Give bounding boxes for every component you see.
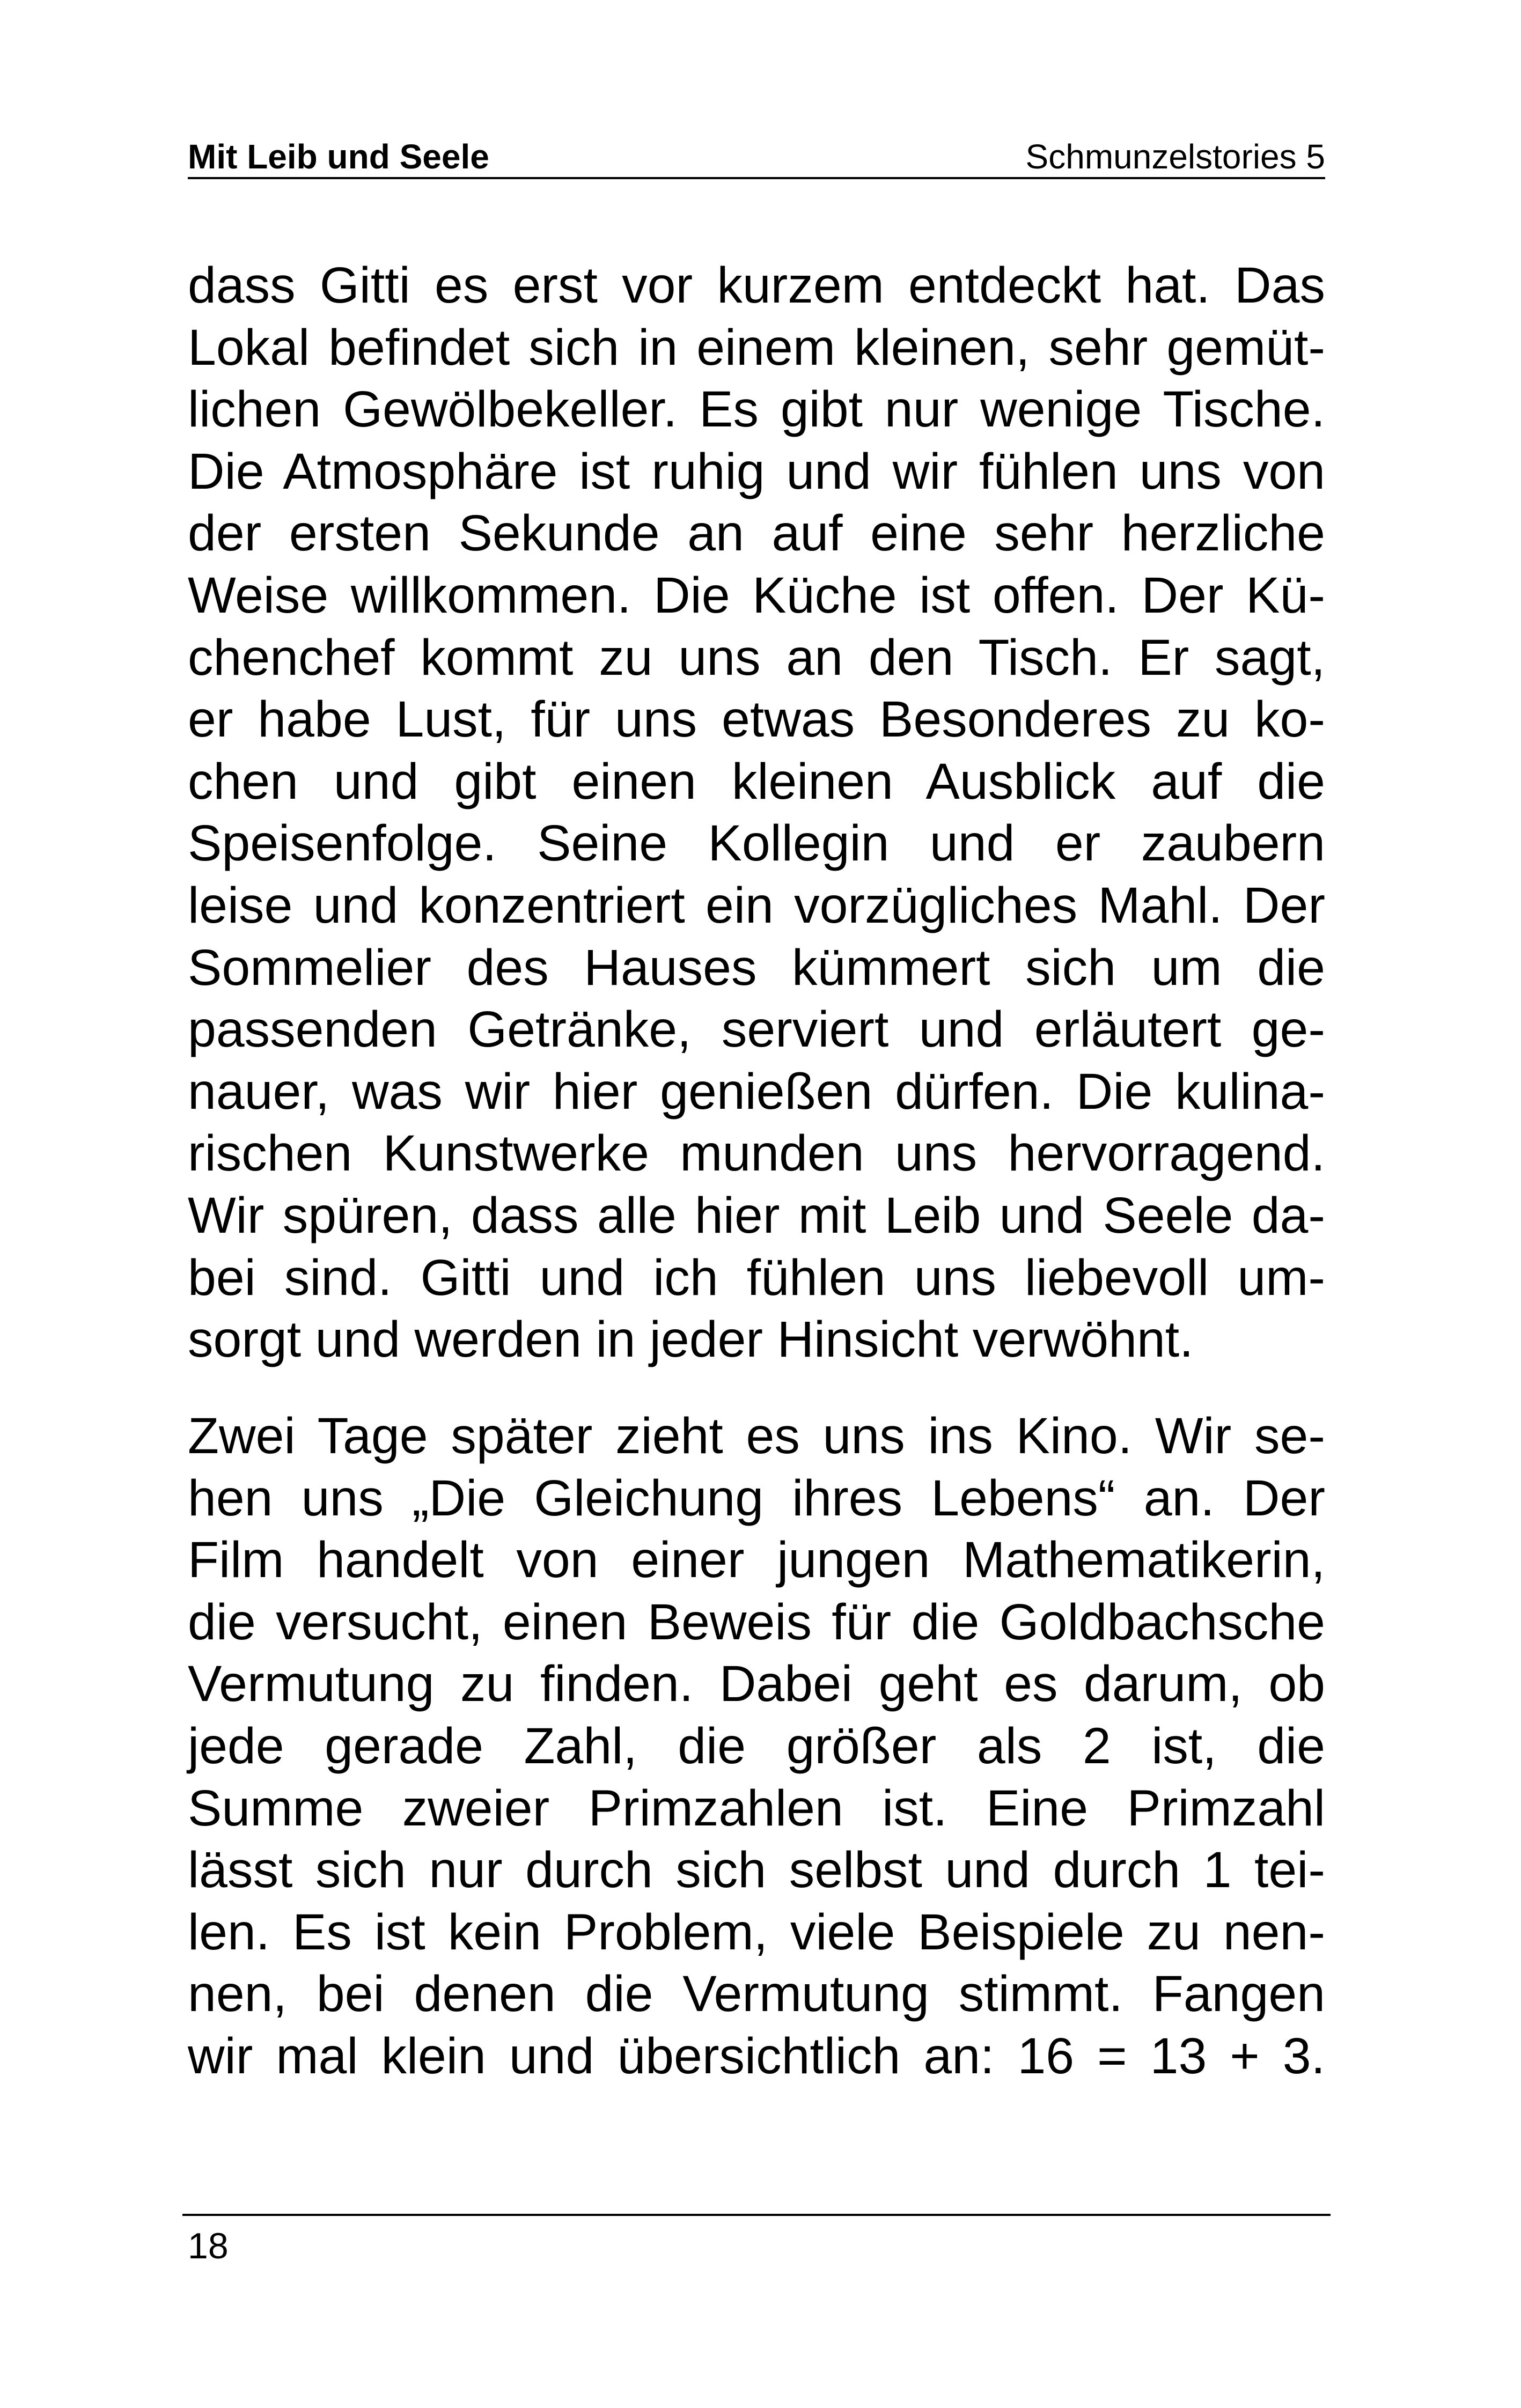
- text-line: leise und konzentriert ein vorzügliches Mahl. Der: [188, 877, 1325, 934]
- text-line: nen, bei denen die Vermutung stimmt. Fangen: [188, 1965, 1325, 2023]
- text-line: bei sind. Gitti und ich fühlen uns liebevoll um-: [188, 1249, 1325, 1306]
- text-line: die versucht, einen Beweis für die Goldbachsche: [188, 1593, 1325, 1651]
- text-line: Vermutung zu finden. Dabei geht es darum, ob: [188, 1655, 1325, 1713]
- paragraph-1: [188, 255, 1325, 1371]
- text-line: lässt sich nur durch sich selbst und durch 1 tei-: [188, 1842, 1325, 1899]
- text-line: wir mal klein und übersichtlich an: 16 = 13 + 3.: [188, 2027, 1325, 2085]
- text-line: dass Gitti es erst vor kurzem entdeckt hat. Das: [188, 257, 1325, 314]
- text-line: er habe Lust, für uns etwas Besonderes zu ko-: [188, 691, 1325, 748]
- text-line: hen uns „Die Gleichung ihres Lebens“ an. Der: [188, 1469, 1325, 1527]
- text-line: chen und gibt einen kleinen Ausblick auf die: [188, 753, 1325, 810]
- text-line: sorgt und werden in jeder Hinsicht verwöhnt.: [188, 1311, 1194, 1368]
- paragraph-2: [188, 1405, 1325, 2088]
- running-header: [188, 129, 1325, 179]
- text-line: Wir spüren, dass alle hier mit Leib und Seele da-: [188, 1187, 1325, 1244]
- text-line: passenden Getränke, serviert und erläutert ge-: [188, 1001, 1325, 1058]
- text-line: Lokal befindet sich in einem kleinen, sehr gemüt-: [188, 319, 1325, 376]
- text-line: Weise willkommen. Die Küche ist offen. Der Kü-: [188, 566, 1325, 624]
- text-line: lichen Gewölbekeller. Es gibt nur wenige Tische.: [188, 381, 1325, 438]
- text-line: rischen Kunstwerke munden uns hervorragend.: [188, 1125, 1325, 1182]
- text-line: len. Es ist kein Problem, viele Beispiele zu nen-: [188, 1903, 1325, 1961]
- text-line: Sommelier des Hauses kümmert sich um die: [188, 939, 1325, 996]
- text-line: Film handelt von einer jungen Mathematikerin,: [188, 1531, 1325, 1589]
- text-line: Die Atmosphäre ist ruhig und wir fühlen uns von: [188, 443, 1325, 500]
- text-line: Speisenfolge. Seine Kollegin und er zaubern: [188, 815, 1325, 872]
- book-title: Schmunzelstories 5: [1025, 137, 1325, 176]
- text-line: jede gerade Zahl, die größer als 2 ist, die: [188, 1717, 1325, 1774]
- text-line: chenchef kommt zu uns an den Tisch. Er sagt,: [188, 629, 1325, 686]
- text-line: Summe zweier Primzahlen ist. Eine Primzahl: [188, 1779, 1325, 1837]
- page-number: 18: [188, 2226, 229, 2266]
- chapter-title: Mit Leib und Seele: [188, 137, 489, 176]
- text-line: der ersten Sekunde an auf eine sehr herzliche: [188, 505, 1325, 562]
- text-line: Zwei Tage später zieht es uns ins Kino. Wir se-: [188, 1408, 1325, 1464]
- text-line: nauer, was wir hier genießen dürfen. Die kulina-: [188, 1063, 1325, 1120]
- page-footer: [182, 2214, 1331, 2266]
